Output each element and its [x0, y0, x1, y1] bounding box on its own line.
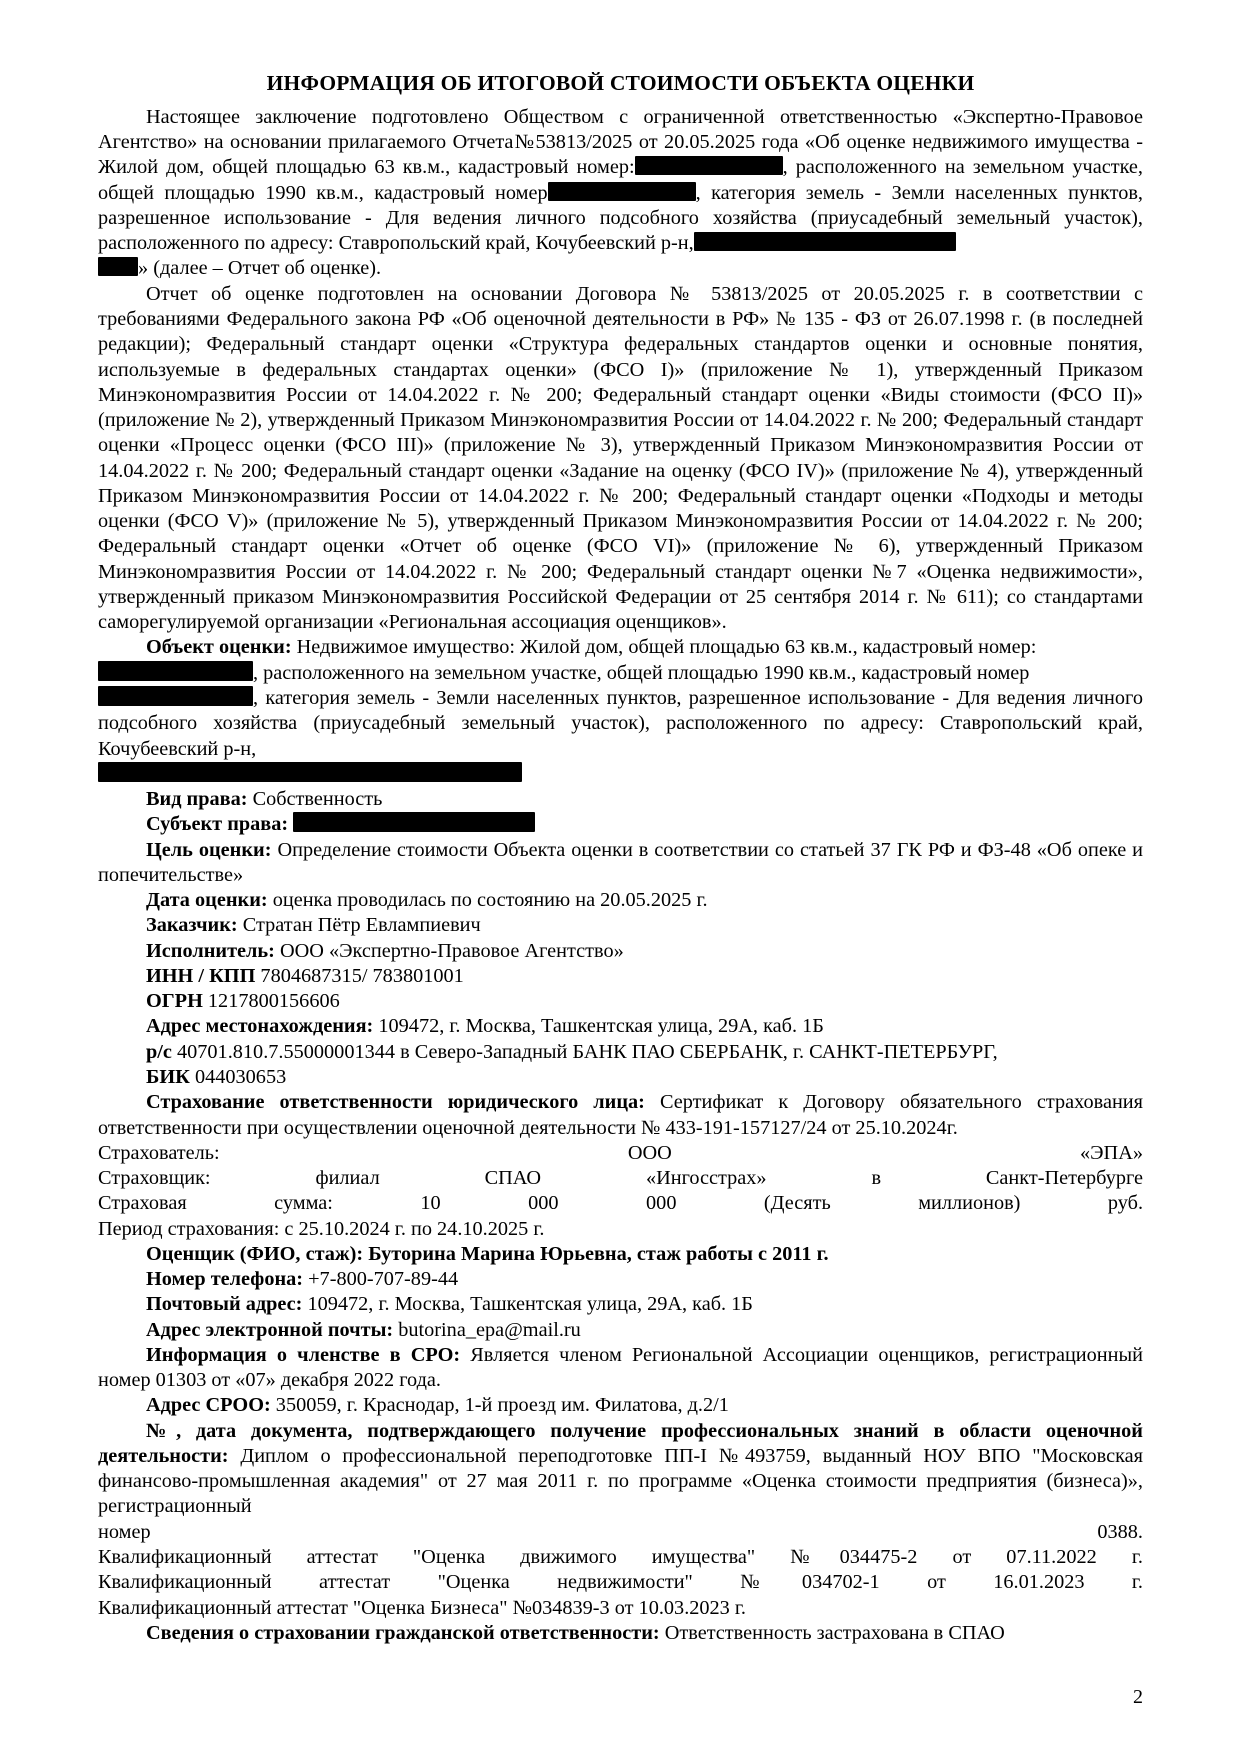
- redacted-object-cadastral-1: [98, 661, 253, 681]
- field-email: [98, 1318, 1143, 1343]
- certificate-2-word-4: недвижимости": [557, 1571, 693, 1594]
- object-text-part-1: Недвижимое имущество: Жилой дом, общей площадью 63 кв.м., кадастровый номер:: [291, 636, 1037, 659]
- field-bank-account: [98, 1040, 1143, 1065]
- postal-address-value: 109472, г. Москва, Ташкентская улица, 29А, каб. 1Б: [302, 1293, 753, 1316]
- diploma-number-word: номер: [98, 1520, 151, 1543]
- intro-text-part-2: , расположенного на земельном участке, общей площадью 1990 кв.м., кадастровый номер: [98, 156, 1143, 204]
- location-address-label: Адрес местонахождения:: [146, 1015, 374, 1038]
- field-location-address: [98, 1014, 1143, 1039]
- civil-liability-label: Сведения о страховании гражданской ответственности:: [146, 1621, 660, 1644]
- redacted-object-cadastral-2: [98, 686, 253, 706]
- policyholder-value-2: «ЭПА»: [1080, 1141, 1143, 1164]
- bank-account-label: р/с: [146, 1040, 172, 1063]
- phone-label: Номер телефона:: [146, 1268, 304, 1291]
- certificate-2-word-5: от: [927, 1571, 946, 1594]
- diploma-label: №, дата документа, подтверждающего получение профессиональных знаний в области оценочной деятельности:: [98, 1419, 1143, 1467]
- redacted-address-2: [98, 257, 138, 276]
- redacted-object-address: [98, 762, 522, 782]
- certificate-2-word-6: г.: [1131, 1571, 1144, 1594]
- certificate-1-word-7: г.: [1131, 1546, 1143, 1569]
- insured-sum-currency: руб.: [1107, 1192, 1144, 1215]
- customer-value: Стратан Пётр Евлампиевич: [237, 914, 481, 937]
- goal-label: Цель оценки:: [146, 838, 272, 861]
- field-certificate-2: [98, 1570, 1143, 1595]
- insured-sum-label-1: Страховая: [98, 1192, 187, 1215]
- intro-text-part-1: Настоящее заключение подготовлено Обществом с ограниченной ответственностью «Экспертно-Правовое Агентство» на основании прилагаемого Отчета№53813/2025 от 20.05.2025 года «Об оценке недвижимого имущества - Жилой дом, общей площадью 63 кв.м., кадастровый номер:: [98, 105, 1143, 179]
- civil-liability-value: Ответственность застрахована в СПАО: [659, 1621, 1005, 1644]
- field-certificate-1: [98, 1545, 1143, 1570]
- paragraph-intro: [98, 105, 1143, 282]
- certificate-2-word-1: Квалификационный: [98, 1571, 272, 1594]
- field-sro-membership: [98, 1343, 1143, 1394]
- field-right-subject: [98, 812, 1143, 837]
- field-sro-address: [98, 1393, 1143, 1418]
- valuation-date-value: оценка проводилась по состоянию на 20.05.2025 г.: [267, 889, 708, 912]
- insured-sum-value-3: 000: [646, 1192, 677, 1215]
- diploma-value: Диплом о профессиональной переподготовке ПП-I №493759, выданный НОУ ВПО "Московская финансово-промышленная академия" от 27 мая 2011 г. по программе «Оценка стоимости предприятия (бизнеса)», регистрационный: [98, 1444, 1143, 1518]
- sro-membership-value: Является членом Региональной Ассоциации оценщиков, регистрационный номер 01303 от «07» декабря 2022 года.: [98, 1343, 1143, 1392]
- certificate-1-word-6: от: [952, 1546, 972, 1569]
- postal-address-label: Почтовый адрес:: [146, 1293, 303, 1316]
- redacted-right-subject-value: [293, 812, 535, 832]
- intro-text-part-4: » (далее – Отчет об оценке).: [138, 257, 382, 280]
- email-label: Адрес электронной почты:: [146, 1318, 394, 1341]
- customer-label: Заказчик:: [146, 914, 238, 937]
- certificate-2-word-2: аттестат: [318, 1571, 391, 1594]
- paragraph-object: [98, 635, 1143, 787]
- field-liability-insurance: [98, 1090, 1143, 1141]
- certificate-1-word-2: аттестат: [306, 1546, 378, 1569]
- right-subject-label: Субъект права:: [146, 813, 289, 836]
- field-inn-kpp: [98, 964, 1143, 989]
- object-text-part-2: , расположенного на земельном участке, общей площадью 1990 кв.м., кадастровый номер: [253, 661, 1030, 684]
- field-bik: [98, 1065, 1143, 1090]
- intro-text-part-3: , категория земель - Земли населенных пунктов, разрешенное использование - Для ведения личного подсобного хозяйства (приусадебный земельный участок), расположенного по адресу: Ставропольский край, Кочубеевский р-н,: [98, 181, 1143, 255]
- insurer-label: Страховщик:: [98, 1167, 211, 1190]
- field-ogrn: [98, 989, 1143, 1014]
- insured-sum-words-2: миллионов): [918, 1192, 1021, 1215]
- field-insurance-period: Период страхования: с 25.10.2024 г. по 24.10.2025 г.: [98, 1217, 545, 1240]
- field-postal-address: [98, 1292, 1143, 1317]
- field-certificate-3: Квалификационный аттестат "Оценка Бизнеса" №034839-3 от 10.03.2023 г.: [98, 1596, 746, 1619]
- field-civil-liability: [98, 1621, 1143, 1646]
- sro-address-value: 350059, г. Краснодар, 1-й проезд им. Филатова, д.2/1: [270, 1394, 729, 1417]
- field-insured-sum-line: [98, 1191, 1143, 1216]
- redacted-cadastral-number-2: [548, 182, 696, 201]
- right-type-label: Вид права:: [146, 788, 248, 811]
- certificate-2-date: 16.01.2023: [993, 1571, 1085, 1594]
- liability-insurance-label: Страхование ответственности юридического лица:: [146, 1091, 645, 1114]
- policyholder-label: Страхователь:: [98, 1141, 220, 1164]
- certificate-1-word-4: движимого: [520, 1546, 617, 1569]
- redacted-address-1: [694, 232, 956, 251]
- field-policyholder-line: [98, 1141, 1143, 1166]
- certificate-1-word-3: "Оценка: [412, 1546, 486, 1569]
- insurer-value-1: филиал: [315, 1167, 380, 1190]
- certificate-1-date: 07.11.2022: [1006, 1546, 1097, 1569]
- object-label: Объект оценки:: [146, 636, 292, 659]
- executor-label: Исполнитель:: [146, 939, 275, 962]
- field-phone: [98, 1267, 1143, 1292]
- right-type-value: Собственность: [247, 788, 383, 811]
- page-title: ИНФОРМАЦИЯ ОБ ИТОГОВОЙ СТОИМОСТИ ОБЪЕКТА ОЦЕНКИ: [266, 71, 975, 95]
- paragraph-legal-basis: Отчет об оценке подготовлен на основании Договора № 53813/2025 от 20.05.2025 г. в соответствии с требованиями Федерального закона РФ «Об оценочной деятельности в РФ» № 135 - ФЗ от 26.07.1998 г. (в последней редакции); Федеральный стандарт оценки «Структура федеральных стандартов оценки и основные понятия, используемые в федеральных стандартах оценки» (ФСО I)» (приложение № 1), утвержденный Приказом Минэкономразвития России от 14.04.2022 г. № 200; Федеральный стандарт оценки «Виды стоимости (ФСО II)» (приложение № 2), утвержденный Приказом Минэкономразвития России от 14.04.2022 г. № 200; Федеральный стандарт оценки «Процесс оценки (ФСО III)» (приложение № 3), утвержденный Приказом Минэкономразвития России от 14.04.2022 г. № 200; Федеральный стандарт оценки «Задание на оценку (ФСО IV)» (приложение № 4), утвержденный Приказом Минэкономразвития России от 14.04.2022 г. № 200; Федеральный стандарт оценки «Подходы и методы оценки (ФСО V)» (приложение № 5), утвержденный Приказом Минэкономразвития России от 14.04.2022 г. № 200; Федеральный стандарт оценки «Отчет об оценке (ФСО VI)» (приложение № 6), утвержденный Приказом Минэкономразвития России от 14.04.2022 г. № 200; Федеральный стандарт оценки №7 «Оценка недвижимости», утвержденный приказом Минэкономразвития Российской Федерации от 25 сентября 2014 г. № 611); со стандартами саморегулируемой организации «Региональная ассоциация оценщиков».: [98, 282, 1143, 634]
- inn-kpp-value: 7804687315/ 783801001: [255, 964, 464, 987]
- insurer-value-3: «Ингосстрах»: [645, 1167, 767, 1190]
- inn-kpp-label: ИНН / КПП: [146, 964, 256, 987]
- field-appraiser: [98, 1242, 1143, 1267]
- certificate-2-word-3: "Оценка: [437, 1571, 510, 1594]
- insurer-value-4: в: [871, 1167, 882, 1190]
- insured-sum-words-1: (Десять: [763, 1192, 831, 1215]
- bik-value: 044030653: [189, 1065, 287, 1088]
- diploma-number-value: 0388.: [1097, 1520, 1143, 1543]
- field-right-type: [98, 787, 1143, 812]
- location-address-value: 109472, г. Москва, Ташкентская улица, 29А, каб. 1Б: [373, 1015, 824, 1038]
- page-number: 2: [1133, 1686, 1143, 1708]
- object-text-part-3: , категория земель - Земли населенных пунктов, разрешенное использование - Для ведения личного подсобного хозяйства (приусадебный земельный участок), расположенного по адресу: Ставропольский край, Кочубеевский р-н,: [98, 686, 1143, 760]
- certificate-1-word-5: имущества": [651, 1546, 756, 1569]
- insured-sum-value-1: 10: [420, 1192, 441, 1215]
- bank-account-value: 40701.810.7.55000001344 в Северо-Западный БАНК ПАО СБЕРБАНК, г. САНКТ-ПЕТЕРБУРГ,: [171, 1040, 998, 1063]
- insurer-value-2: СПАО: [484, 1167, 542, 1190]
- certificate-2-number: №034702-1: [740, 1571, 880, 1594]
- executor-value: ООО «Экспертно-Правовое Агентство»: [274, 939, 624, 962]
- field-goal: [98, 838, 1143, 889]
- ogrn-label: ОГРН: [146, 990, 203, 1013]
- policyholder-value-1: ООО: [627, 1141, 672, 1164]
- liability-insurance-value: Сертификат к Договору обязательного страхования ответственности при осуществлении оценочной деятельности № 433-191-157127/24 от 25.10.2024г.: [98, 1091, 1143, 1139]
- appraiser-label: Оценщик (ФИО, стаж): Буторина Марина Юрьевна, стаж работы с 2011 г.: [146, 1242, 829, 1265]
- field-insurer-line: [98, 1166, 1143, 1191]
- phone-value: +7-800-707-89-44: [303, 1268, 459, 1291]
- field-executor: [98, 939, 1143, 964]
- certificate-1-number: №034475-2: [790, 1546, 918, 1569]
- field-diploma-registration-number: [98, 1520, 1143, 1545]
- sro-membership-label: Информация о членстве в СРО:: [146, 1343, 461, 1366]
- field-valuation-date: [98, 888, 1143, 913]
- bik-label: БИК: [146, 1065, 190, 1088]
- certificate-1-word-1: Квалификационный: [98, 1546, 272, 1569]
- insurer-value-5: Санкт-Петербурге: [985, 1167, 1144, 1190]
- insured-sum-label-2: сумма:: [274, 1192, 333, 1215]
- field-diploma: [98, 1419, 1143, 1520]
- sro-address-label: Адрес СРОО:: [146, 1394, 271, 1417]
- email-value: butorina_epa@mail.ru: [393, 1318, 581, 1341]
- ogrn-value: 1217800156606: [202, 990, 340, 1013]
- redacted-cadastral-number-1: [635, 156, 783, 175]
- valuation-date-label: Дата оценки:: [146, 889, 268, 912]
- insured-sum-value-2: 000: [528, 1192, 559, 1215]
- goal-value: Определение стоимости Объекта оценки в соответствии со статьей 37 ГК РФ и ФЗ-48 «Об опеке и попечительстве»: [98, 838, 1144, 886]
- field-customer: [98, 913, 1143, 938]
